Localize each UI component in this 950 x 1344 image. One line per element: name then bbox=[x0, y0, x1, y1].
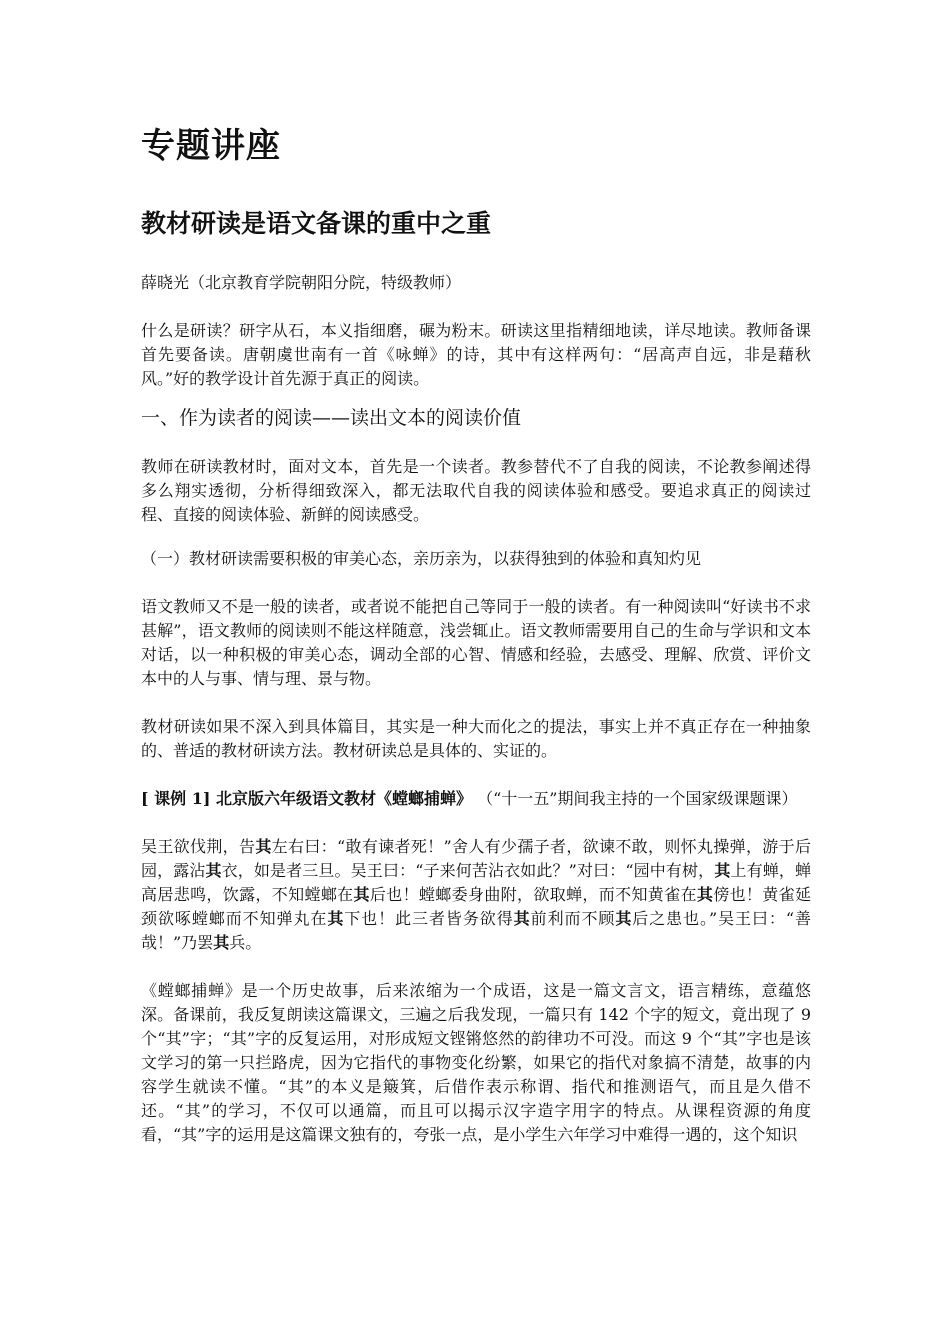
qi-char: 其 bbox=[696, 884, 714, 904]
case-heading bbox=[141, 787, 811, 811]
paragraph-teacher-reading: 语文教师又不是一般的读者，或者说不能把自己等同于一般的读者。有一种阅读叫“好读书不求甚解”，语文教师的阅读则不能这样随意，浅尝辄止。语文教师需要用自己的生命与学识和文本对话，以一种积极的审美心态，调动全部的心智、情感和经验，去感受、理解、欣赏、评价文本中的人与事、情与理、景与物。 bbox=[141, 596, 811, 688]
story-part: 吴王欲伐荆，告 bbox=[141, 836, 256, 856]
author-line: 薛晓光（北京教育学院朝阳分院，特级教师） bbox=[141, 272, 462, 292]
story-part: 后也！螳螂委身曲附，欲取蝉，而不知黄雀在 bbox=[369, 884, 697, 904]
qi-char: 其 bbox=[353, 884, 370, 904]
story-text bbox=[141, 835, 811, 955]
story-part: 前利而不顾 bbox=[530, 908, 616, 928]
story-part: 左右曰：“敢有谏者死！”舍人有少孺子者，欲谏不敢，则怀丸操弹，游于后园，露沾 bbox=[141, 836, 811, 880]
paragraph-specific: 教材研读如果不深入到具体篇目，其实是一种大而化之的提法，事实上并不真正存在一种抽象的、普适的教材研读方法。教材研读总是具体的、实证的。 bbox=[141, 716, 811, 760]
qi-char: 其 bbox=[255, 836, 272, 856]
case-title: [ 课例 1] 北京版六年级语文教材《螳螂捕蝉》 bbox=[141, 788, 472, 808]
story-part: 傍也！黄雀延颈欲啄螳螂而不知弹丸在 bbox=[141, 884, 811, 928]
story-part: 下也！此三者皆务欲得 bbox=[344, 908, 514, 928]
document-page bbox=[141, 120, 811, 1147]
article-title: 教材研读是语文备课的重中之重 bbox=[141, 208, 492, 238]
qi-char: 其 bbox=[213, 932, 230, 952]
subsection-heading-1: （一）教材研读需要积极的审美心态，亲历亲为，以获得独到的体验和真知灼见 bbox=[141, 548, 702, 568]
story-part: 兵。 bbox=[229, 932, 262, 952]
paragraph-reader: 教师在研读教材时，面对文本，首先是一个读者。教参替代不了自我的阅读，不论教参阐述得多么翔实透彻，分析得细致深入，都无法取代自我的阅读体验和感受。要追求真正的阅读过程、直接的阅读体验、新鲜的阅读感受。 bbox=[141, 456, 811, 524]
page-title: 专题讲座 bbox=[141, 126, 281, 166]
story-part: 后之患也。”吴王曰：“善哉！”乃罢 bbox=[141, 908, 811, 952]
qi-char: 其 bbox=[327, 908, 345, 928]
story-part: 衣，如是者三旦。吴王曰：“子来何苦沾衣如此？”对曰：“园中有树， bbox=[221, 860, 715, 880]
paragraph-intro: 什么是研读？研字从石，本义指细磨，碾为粉末。研读这里指精细地读，详尽地读。教师备课首先要备读。唐朝虞世南有一首《咏蝉》的诗，其中有这样两句：“居高声自远，非是藉秋风。”好的教学设计首先源于真正的阅读。 bbox=[141, 320, 811, 388]
qi-char: 其 bbox=[513, 908, 531, 928]
qi-char: 其 bbox=[615, 908, 633, 928]
qi-char: 其 bbox=[714, 860, 731, 880]
case-note: （“十一五”期间我主持的一个国家级课题课） bbox=[472, 788, 798, 808]
paragraph-analysis: 《螳螂捕蝉》是一个历史故事，后来浓缩为一个成语，这是一篇文言文，语言精练，意蕴悠深。备课前，我反复朗读这篇课文，三遍之后我发现，一篇只有 142 个字的短文，竟出现了 9 个“其”字；“其”字的反复运用，对形成短文铿锵悠然的韵律功不可没。而这 9 个“其”字也是该文学习的第一只拦路虎，因为它指代的事物变化纷繁，如果它的指代对象搞不清楚，故事的内容学生就读不懂。“其”的本义是簸箕，后借作表示称谓、指代和推测语气，而且是久借不还。“其”的学习，不仅可以通篇，而且可以揭示汉字造字用字的特点。从课程资源的角度看，“其”字的运用是这篇课文独有的，夸张一点，是小学生六年学习中难得一遇的，这个知识 bbox=[141, 980, 811, 1144]
story-part: 上有蝉，蝉高居悲鸣，饮露，不知螳螂在 bbox=[141, 860, 811, 904]
qi-char: 其 bbox=[205, 860, 222, 880]
section-heading-1: 一、作为读者的阅读——读出文本的阅读价值 bbox=[141, 406, 522, 429]
